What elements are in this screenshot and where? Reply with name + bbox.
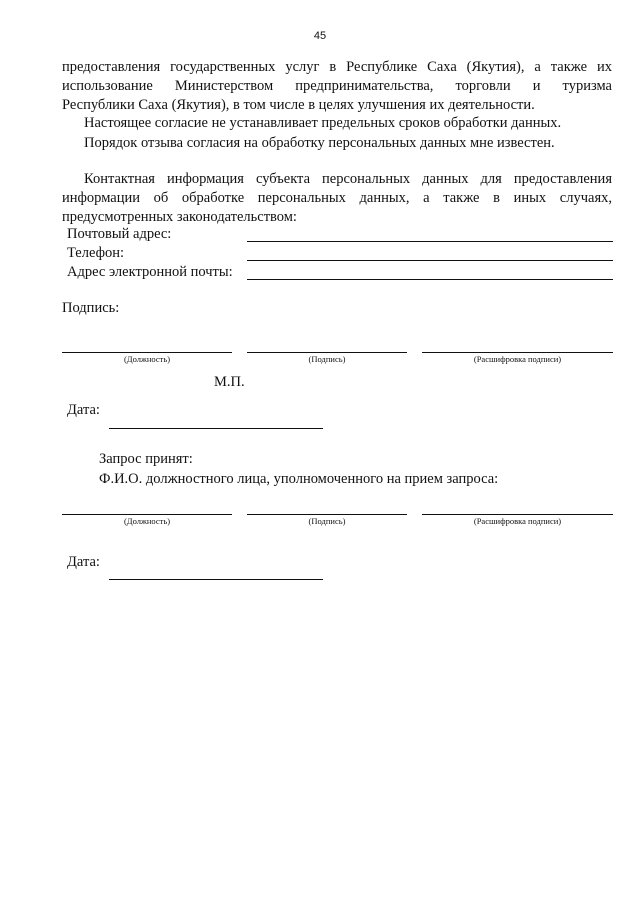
paragraph-line: Контактная информация субъекта персональных данных для предоставления <box>84 171 612 187</box>
email-field[interactable] <box>247 279 613 280</box>
date-label: Дата: <box>67 554 100 570</box>
page-number: 45 <box>313 30 327 42</box>
paragraph-line: Республики Саха (Якутия), в том числе в целях улучшения их деятельности. <box>62 97 535 113</box>
position-line[interactable] <box>62 514 232 515</box>
email-label: Адрес электронной почты: <box>67 264 233 280</box>
signature-label: Подпись: <box>62 300 120 316</box>
paragraph-purpose <box>62 58 612 115</box>
postal-address-label: Почтовый адрес: <box>67 226 172 242</box>
request-accepted-label: Запрос принят: <box>99 451 193 467</box>
consent-term-text: Настоящее согласие не устанавливает предельных сроков обработки данных. <box>84 115 562 131</box>
position-caption: (Должность) <box>123 354 171 364</box>
decoding-caption: (Расшифровка подписи) <box>473 354 562 364</box>
seal-label: М.П. <box>214 374 245 390</box>
paragraph-contact <box>62 170 612 227</box>
paragraph-line: использование Министерством предпринимательства, торговли и туризма <box>62 78 612 94</box>
signature-line[interactable] <box>247 352 407 353</box>
decoding-caption: (Расшифровка подписи) <box>473 516 562 526</box>
signature-line[interactable] <box>247 514 407 515</box>
signature-caption: (Подпись) <box>308 354 346 364</box>
withdrawal-text: Порядок отзыва согласия на обработку персональных данных мне известен. <box>84 135 555 151</box>
paragraph-line: предусмотренных законодательством: <box>62 209 297 225</box>
phone-field[interactable] <box>247 260 613 261</box>
position-line[interactable] <box>62 352 232 353</box>
date-field[interactable] <box>109 428 323 429</box>
official-name-label: Ф.И.О. должностного лица, уполномоченного на прием запроса: <box>99 471 499 487</box>
date-field[interactable] <box>109 579 323 580</box>
phone-label: Телефон: <box>67 245 125 261</box>
postal-address-field[interactable] <box>247 241 613 242</box>
decoding-line[interactable] <box>422 514 613 515</box>
decoding-line[interactable] <box>422 352 613 353</box>
paragraph-line: информации об обработке персональных данных, а также в иных случаях, <box>62 190 612 206</box>
paragraph-line: предоставления государственных услуг в Республике Саха (Якутия), а также их <box>62 59 612 75</box>
position-caption: (Должность) <box>123 516 171 526</box>
date-label: Дата: <box>67 402 100 418</box>
signature-caption: (Подпись) <box>308 516 346 526</box>
